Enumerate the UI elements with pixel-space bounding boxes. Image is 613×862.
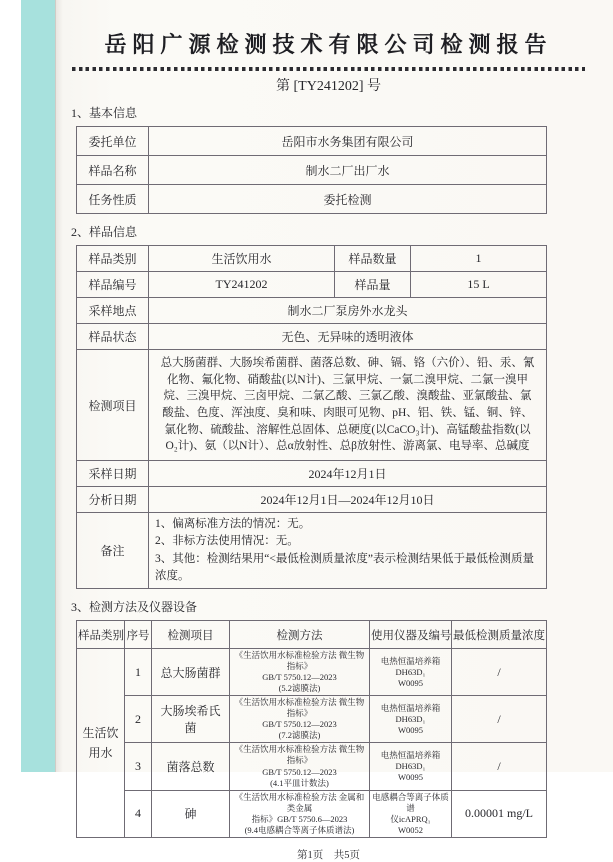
method-line: GB/T 5750.12—2023: [262, 672, 337, 683]
instrument-line: 电感耦合等离子体质谱: [372, 791, 449, 813]
remark-line: 2、非标方法使用情况：无。: [155, 535, 299, 548]
method-line: (4.1平皿计数法): [270, 777, 329, 788]
cell-method: [230, 790, 370, 837]
cell-instrument: [370, 649, 452, 696]
col-header-test-item: 检测项目: [152, 621, 230, 649]
table-row: [77, 246, 547, 272]
cell-label: 样品编号: [77, 272, 149, 298]
method-line: 《生活饮用水标准检验方法 微生物指标》: [234, 697, 365, 719]
table-row: [77, 487, 547, 513]
table-header-row: [77, 621, 547, 649]
table-row: [77, 790, 547, 837]
cell-limit: /: [452, 649, 547, 696]
cell-label: 任务性质: [77, 185, 149, 214]
test-items-list: 总大肠菌群、大肠埃希菌群、菌落总数、砷、镉、铬（六价）、铅、汞、氰化物、氟化物、硝酸盐(以N计)、三氯甲烷、一氯二溴甲烷、二氯一溴甲烷、三溴甲烷、三卤甲烷、二氯乙酸、三氯乙酸、溴酸盐、亚氯酸盐、氯酸盐、色度、浑浊度、臭和味、肉眼可见物、pH、铝、铁、锰、铜、锌、氯化物、硫酸盐、溶解性总固体、总硬度(以CaCO₃计)、高锰酸盐指数(以O₂计)、氨（以N计）、总α放射性、总β放射性、游离氯、电导率、总碱度: [149, 350, 547, 461]
method-line: 《生活饮用水标准检验方法 微生物指标》: [234, 650, 365, 672]
cell-no: 1: [125, 649, 152, 696]
cell-label: 采样日期: [77, 461, 149, 487]
method-line: (5.2滤膜法): [278, 683, 321, 694]
cell-label: 检测项目: [77, 350, 149, 461]
col-header-instrument: 使用仪器及编号: [370, 621, 452, 649]
cell-value: 2024年12月1日: [149, 461, 547, 487]
page-footer: 第1页 共5页: [297, 849, 360, 861]
cell-label: 样品状态: [77, 324, 149, 350]
table-row: [77, 127, 547, 156]
instrument-line: W0095: [397, 772, 424, 783]
sample-info-table: [76, 245, 547, 589]
cell-value: 制水二厂出厂水: [149, 156, 547, 185]
report-title: 岳阳广源检测技术有限公司检测报告: [104, 32, 553, 57]
cell-label: 采样地点: [77, 298, 149, 324]
table-row: [77, 272, 547, 298]
section-heading-methods: 3、检测方法及仪器设备: [71, 600, 198, 615]
table-row: [77, 156, 547, 185]
method-line: 指标》GB/T 5750.6—2023: [251, 813, 348, 824]
cell-item: 砷: [152, 790, 230, 837]
table-row: [77, 324, 547, 350]
cell-item: 大肠埃希氏菌: [152, 696, 230, 743]
method-line: 《生活饮用水标准检验方法 微生物指标》: [234, 744, 365, 766]
cell-value: 岳阳市水务集团有限公司: [149, 127, 547, 156]
table-row: [77, 185, 547, 214]
methods-table: [76, 620, 547, 838]
cell-limit: /: [452, 696, 547, 743]
report-number: 第 [TY241202] 号: [276, 79, 381, 94]
table-row: [77, 298, 547, 324]
instrument-line: 电热恒温培养箱: [380, 655, 441, 666]
cell-value: TY241202: [149, 272, 335, 298]
basic-info-table: [76, 126, 547, 214]
instrument-line: W0052: [397, 824, 424, 835]
dotted-divider: [72, 67, 585, 71]
method-line: 《生活饮用水标准检验方法 金属和类金属: [234, 791, 365, 813]
col-header-detection-limit: 最低检测质量浓度: [452, 621, 547, 649]
table-row: [77, 350, 547, 461]
cell-item: 菌落总数: [152, 743, 230, 790]
instrument-line: DH63D₁: [395, 713, 426, 724]
instrument-line: W0095: [397, 724, 424, 735]
table-row: [77, 461, 547, 487]
cell-no: 4: [125, 790, 152, 837]
cell-label: 分析日期: [77, 487, 149, 513]
cell-value: 生活饮用水: [149, 246, 335, 272]
method-line: GB/T 5750.12—2023: [262, 766, 337, 777]
cell-item: 总大肠菌群: [152, 649, 230, 696]
cell-label: 样品类别: [77, 246, 149, 272]
cell-value: 无色、无异味的透明液体: [149, 324, 547, 350]
method-line: (9.4电感耦合等离子体质谱法): [244, 824, 355, 835]
remark-line: 3、其他：检测结果用“<最低检测质量浓度”表示检测结果低于最低检测质量浓度。: [155, 552, 534, 582]
cell-value: 2024年12月1日—2024年12月10日: [149, 487, 547, 513]
instrument-line: W0095: [397, 677, 424, 688]
col-header-sample-category: 样品类别: [77, 621, 125, 649]
cell-method: [230, 696, 370, 743]
table-row: [77, 513, 547, 589]
cell-instrument: [370, 790, 452, 837]
cell-no: 3: [125, 743, 152, 790]
instrument-line: 仪icAPRQ₁: [390, 813, 431, 824]
instrument-line: 电热恒温培养箱: [380, 749, 441, 760]
instrument-line: 电热恒温培养箱: [380, 702, 441, 713]
method-line: (7.2滤膜法): [278, 730, 321, 741]
section-heading-sample-info: 2、样品信息: [71, 225, 138, 239]
sample-category-cell: 生活饮用水: [77, 649, 125, 838]
remark-line: 1、偏离标准方法的情况：无。: [155, 518, 311, 531]
cell-limit: /: [452, 743, 547, 790]
cell-method: [230, 649, 370, 696]
table-row: [77, 743, 547, 790]
table-row: [77, 649, 547, 696]
cell-value: 委托检测: [149, 185, 547, 214]
table-row: [77, 696, 547, 743]
col-header-method: 检测方法: [230, 621, 370, 649]
cell-method: [230, 743, 370, 790]
cell-label: 委托单位: [77, 127, 149, 156]
cell-label: 备注: [77, 513, 149, 589]
instrument-line: DH63D₁: [395, 666, 426, 677]
cell-label: 样品量: [335, 272, 411, 298]
remarks-cell: [149, 513, 547, 589]
cell-instrument: [370, 696, 452, 743]
scan-teal-strip: [21, 0, 55, 772]
method-line: GB/T 5750.12—2023: [262, 719, 337, 730]
cell-value: 15 L: [411, 272, 547, 298]
cell-value: 1: [411, 246, 547, 272]
report-content: [56, 0, 613, 862]
cell-value: 制水二厂泵房外水龙头: [149, 298, 547, 324]
instrument-line: DH63D₁: [395, 760, 426, 771]
cell-label: 样品名称: [77, 156, 149, 185]
cell-no: 2: [125, 696, 152, 743]
col-header-serial-no: 序号: [125, 621, 152, 649]
cell-instrument: [370, 743, 452, 790]
cell-label: 样品数量: [335, 246, 411, 272]
report-page: [55, 0, 613, 861]
cell-limit: 0.00001 mg/L: [452, 790, 547, 837]
section-heading-basic-info: 1、基本信息: [71, 106, 138, 120]
